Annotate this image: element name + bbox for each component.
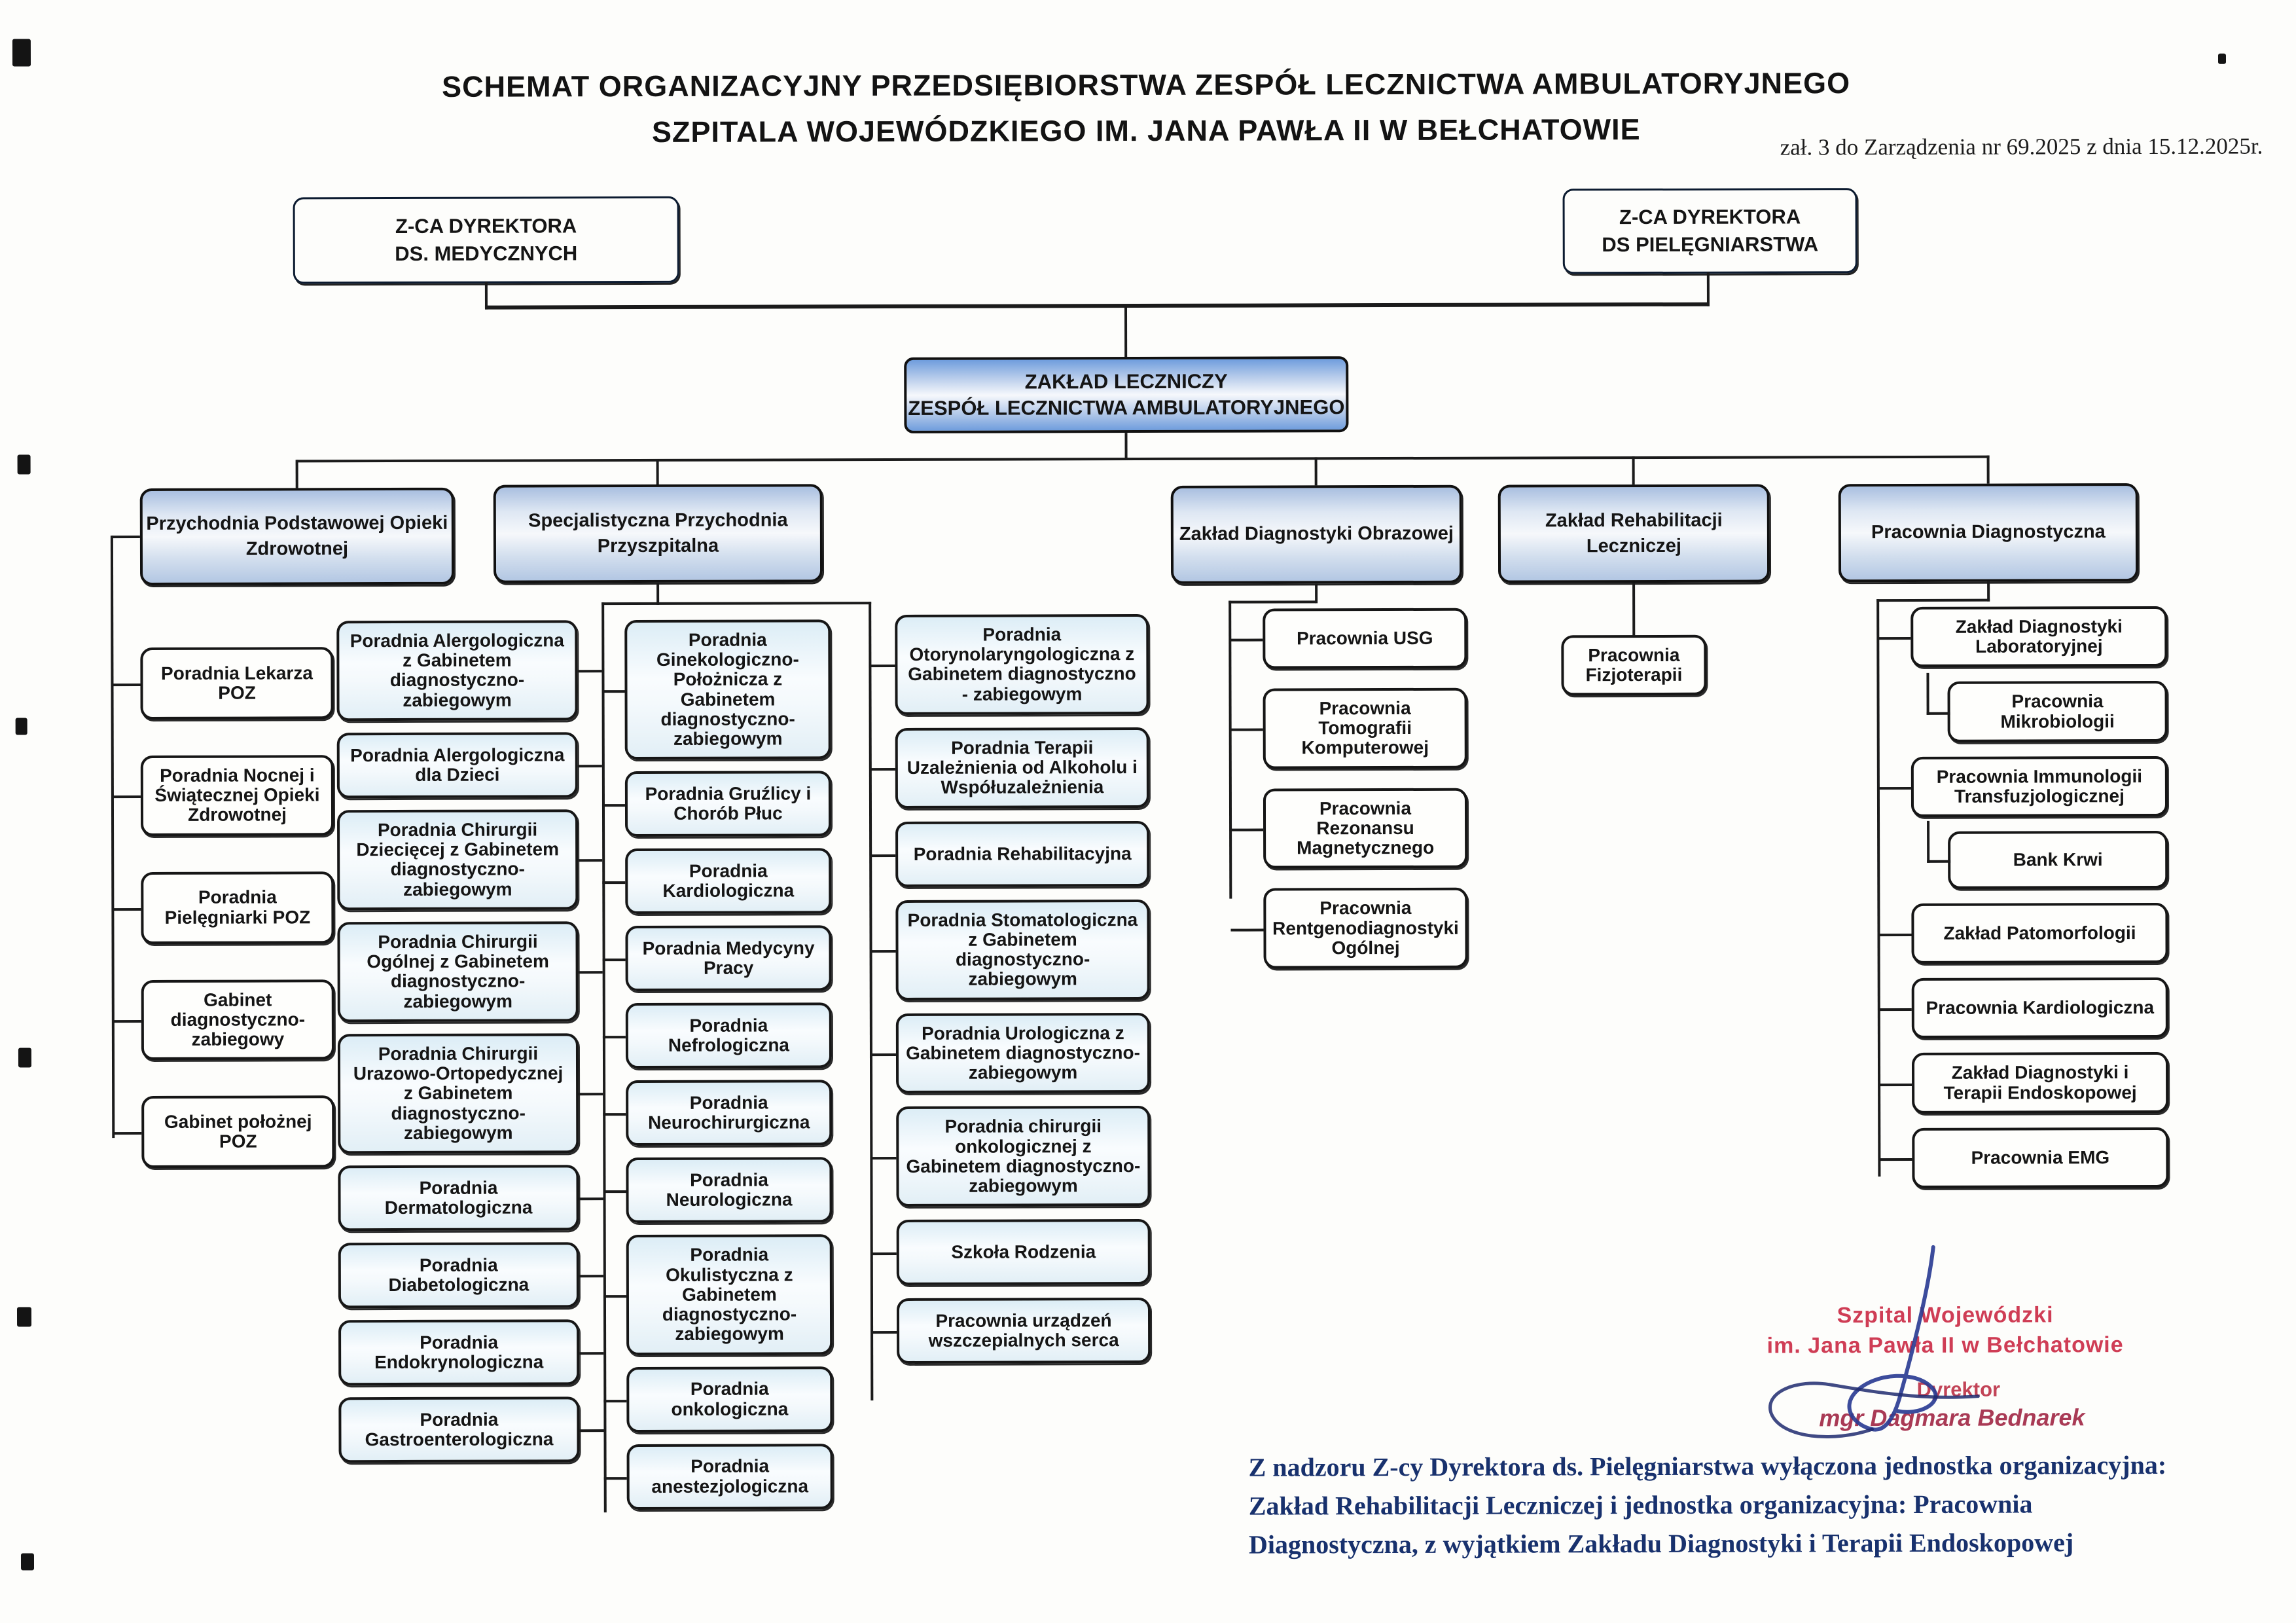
branch-header-imaging-diagnostics: Zakład Diagnostyki Obrazowej bbox=[1171, 485, 1462, 584]
scan-artifact bbox=[17, 1307, 31, 1326]
zaklad-leczniczy-box bbox=[904, 356, 1348, 433]
rehab-units-column bbox=[1561, 635, 1706, 696]
page-title-line2: SZPITALA WOJEWÓDZKIEGO IM. JANA PAWŁA II W BEŁCHATOWIE bbox=[651, 113, 1641, 149]
specialist-unit-box: Poradnia Chirurgii Urazowo-Ortopedycznej z Gabinetem diagnostyczno-zabiegowym bbox=[338, 1033, 579, 1154]
connector-line bbox=[296, 460, 298, 488]
specialist-unit-box: Poradnia Neurologiczna bbox=[626, 1158, 832, 1224]
specialist-unit-box: Poradnia Gastroenterologiczna bbox=[338, 1396, 579, 1463]
diagnostic-unit-box: Zakład Diagnostyki Laboratoryjnej bbox=[1910, 606, 2167, 667]
deputy-director-nursing-line1: Z-CA DYREKTORA bbox=[1619, 205, 1801, 229]
connector-line bbox=[1876, 599, 1880, 1176]
connector-line bbox=[485, 302, 1710, 310]
branch-header-poz: Przychodnia Podstawowej Opieki Zdrowotnej bbox=[140, 488, 454, 585]
branch-header-rehabilitation: Zakład Rehabilitacji Leczniczej bbox=[1498, 484, 1770, 583]
specialist-units-column-c bbox=[895, 614, 1151, 1364]
scan-artifact bbox=[18, 454, 31, 474]
diagnostic-unit-box: Pracownia Immunologii Transfuzjologicznej bbox=[1911, 756, 2168, 817]
specialist-unit-box: Poradnia Dermatologiczna bbox=[338, 1165, 579, 1231]
imaging-unit-box: Pracownia Rentgenodiagnostyki Ogólnej bbox=[1263, 888, 1467, 969]
hospital-stamp-line1: Szpital Wojewódzki bbox=[1837, 1302, 2054, 1328]
diagnostic-unit-box: Zakład Diagnostyki i Terapii Endoskopowej bbox=[1912, 1052, 2168, 1113]
supervision-note-line3: Diagnostyczna, z wyjątkiem Zakładu Diagnostyki i Terapii Endoskopowej bbox=[1248, 1527, 2074, 1559]
connector-line bbox=[1124, 306, 1127, 357]
connector-line bbox=[1987, 456, 1990, 484]
connector-line bbox=[297, 456, 1990, 463]
scan-artifact bbox=[21, 1553, 34, 1570]
specialist-unit-box: Poradnia Kardiologiczna bbox=[625, 848, 831, 915]
diagnostic-unit-box: Pracownia Mikrobiologii bbox=[1947, 681, 2167, 742]
poz-units-column bbox=[140, 647, 334, 1168]
imaging-units-column bbox=[1263, 608, 1467, 969]
director-role-stamp: Dyrektor bbox=[1916, 1377, 2001, 1401]
diagnostic-unit-box: Zakład Patomorfologii bbox=[1911, 903, 2168, 964]
page-title-line1: SCHEMAT ORGANIZACYJNY PRZEDSIĘBIORSTWA ZESPÓŁ LECZNICTWA AMBULATORYJNEGO bbox=[441, 66, 1851, 103]
deputy-director-medical-line1: Z-CA DYREKTORA bbox=[395, 214, 577, 238]
specialist-unit-box: Poradnia Urologiczna z Gabinetem diagnostyczno-zabiegowym bbox=[896, 1013, 1150, 1094]
specialist-unit-box: Poradnia onkologiczna bbox=[626, 1366, 833, 1432]
deputy-director-medical-box bbox=[293, 196, 679, 284]
supervision-note bbox=[1249, 1446, 2185, 1564]
director-name-stamp: mgr Dagmara Bednarek bbox=[1819, 1404, 2085, 1432]
ordinance-annotation: zał. 3 do Zarządzenia nr 69.2025 z dnia 15.12.2025r. bbox=[1780, 133, 2263, 160]
deputy-director-nursing-line2: DS PIELĘGNIARSTWA bbox=[1602, 232, 1819, 257]
specialist-unit-box: Poradnia Otorynolaryngologiczna z Gabinetem diagnostyczno - zabiegowym bbox=[895, 614, 1149, 715]
imaging-unit-box: Pracownia Rezonansu Magnetycznego bbox=[1263, 788, 1467, 869]
specialist-unit-box: Poradnia Chirurgii Dziecięcej z Gabinetem diagnostyczno-zabiegowym bbox=[337, 809, 578, 910]
branch-header-diagnostic-lab: Pracownia Diagnostyczna bbox=[1839, 483, 2138, 582]
branch-header-specialist-clinic: Specjalistyczna Przychodnia Przyszpitalna bbox=[493, 484, 823, 583]
connector-line bbox=[1632, 583, 1635, 636]
connector-line bbox=[1632, 456, 1635, 484]
specialist-unit-box: Poradnia chirurgii onkologicznej z Gabinetem diagnostyczno-zabiegowym bbox=[896, 1106, 1150, 1207]
specialist-unit-box: Poradnia Alergologiczna dla Dzieci bbox=[337, 732, 578, 798]
diagnostic-units-column bbox=[1910, 606, 2168, 1188]
specialist-unit-box: Poradnia Chirurgii Ogólnej z Gabinetem diagnostyczno-zabiegowym bbox=[337, 921, 578, 1022]
diagnostic-unit-box: Pracownia EMG bbox=[1912, 1127, 2168, 1188]
specialist-unit-box: Poradnia Alergologiczna z Gabinetem diagnostyczno-zabiegowym bbox=[336, 620, 577, 721]
imaging-unit-box: Pracownia USG bbox=[1263, 608, 1467, 669]
scan-artifact bbox=[2218, 54, 2226, 64]
connector-line bbox=[1229, 601, 1232, 899]
connector-line bbox=[869, 602, 873, 1400]
deputy-director-medical-line2: DS. MEDYCZNYCH bbox=[395, 242, 578, 266]
poz-unit-box: Gabinet diagnostyczno-zabiegowy bbox=[141, 979, 334, 1060]
specialist-unit-box: Poradnia Gruźlicy i Chorób Płuc bbox=[625, 771, 831, 837]
scan-artifact bbox=[18, 1048, 31, 1067]
connector-line bbox=[656, 583, 659, 605]
scan-artifact bbox=[16, 718, 27, 735]
zaklad-leczniczy-line1: ZAKŁAD LECZNICZY bbox=[1024, 369, 1228, 393]
specialist-unit-box: Poradnia anestezjologiczna bbox=[627, 1444, 833, 1510]
specialist-unit-box: Pracownia urządzeń wszczepialnych serca bbox=[897, 1298, 1151, 1364]
poz-unit-box: Gabinet położnej POZ bbox=[141, 1096, 334, 1169]
specialist-unit-box: Poradnia Diabetologiczna bbox=[338, 1242, 579, 1308]
connector-line bbox=[112, 536, 140, 538]
zaklad-leczniczy-line2: ZESPÓŁ LECZNICTWA AMBULATORYJNEGO bbox=[908, 395, 1345, 420]
connector-line bbox=[111, 536, 115, 1138]
connector-line bbox=[601, 602, 871, 605]
rehab-unit-box: Pracownia Fizjoterapii bbox=[1561, 635, 1706, 696]
imaging-unit-box: Pracownia Tomografii Komputerowej bbox=[1263, 688, 1467, 769]
scan-artifact bbox=[12, 39, 31, 66]
specialist-unit-box: Poradnia Neurochirurgiczna bbox=[626, 1080, 832, 1146]
poz-unit-box: Poradnia Nocnej i Świątecznej Opieki Zdrowotnej bbox=[141, 755, 334, 835]
specialist-unit-box: Szkoła Rodzenia bbox=[897, 1219, 1151, 1285]
specialist-unit-box: Poradnia Stomatologiczna z Gabinetem diagnostyczno-zabiegowym bbox=[895, 900, 1149, 1000]
specialist-unit-box: Poradnia Terapii Uzależnienia od Alkoholu i Współuzależnienia bbox=[895, 727, 1149, 809]
specialist-unit-box: Poradnia Rehabilitacyjna bbox=[895, 821, 1149, 887]
diagnostic-unit-box: Pracownia Kardiologiczna bbox=[1912, 977, 2168, 1038]
connector-line bbox=[1229, 600, 1316, 603]
poz-unit-box: Poradnia Pielęgniarki POZ bbox=[141, 871, 334, 944]
connector-line bbox=[1707, 272, 1710, 306]
supervision-note-line2: Zakład Rehabilitacji Leczniczej i jednostka organizacyjna: Pracownia bbox=[1248, 1489, 2033, 1521]
specialist-unit-box: Poradnia Medycyny Pracy bbox=[625, 926, 831, 992]
poz-unit-box: Poradnia Lekarza POZ bbox=[140, 647, 333, 720]
connector-line bbox=[656, 459, 659, 484]
connector-line bbox=[1876, 599, 1990, 602]
specialist-unit-box: Poradnia Endokrynologiczna bbox=[338, 1319, 579, 1385]
specialist-unit-box: Poradnia Nefrologiczna bbox=[626, 1003, 832, 1069]
deputy-director-nursing-box bbox=[1563, 188, 1857, 274]
hospital-stamp-line2: im. Jana Pawła II w Bełchatowie bbox=[1767, 1332, 2124, 1359]
specialist-unit-box: Poradnia Okulistyczna z Gabinetem diagnostyczno-zabiegowym bbox=[626, 1235, 833, 1355]
connector-line bbox=[1315, 457, 1318, 485]
hospital-stamp bbox=[1729, 1300, 2161, 1362]
specialist-units-column-a bbox=[336, 620, 579, 1463]
specialist-units-column-b bbox=[624, 619, 833, 1509]
connector-line bbox=[1124, 433, 1127, 459]
connector-line bbox=[601, 602, 607, 1512]
specialist-unit-box: Poradnia Ginekologiczno-Położnicza z Gabinetem diagnostyczno-zabiegowym bbox=[624, 619, 831, 759]
supervision-note-line1: Z nadzoru Z-cy Dyrektora ds. Pielęgniarstwa wyłączona jednostka organizacyjna: bbox=[1248, 1450, 2167, 1482]
diagnostic-unit-box: Bank Krwi bbox=[1948, 831, 2168, 889]
